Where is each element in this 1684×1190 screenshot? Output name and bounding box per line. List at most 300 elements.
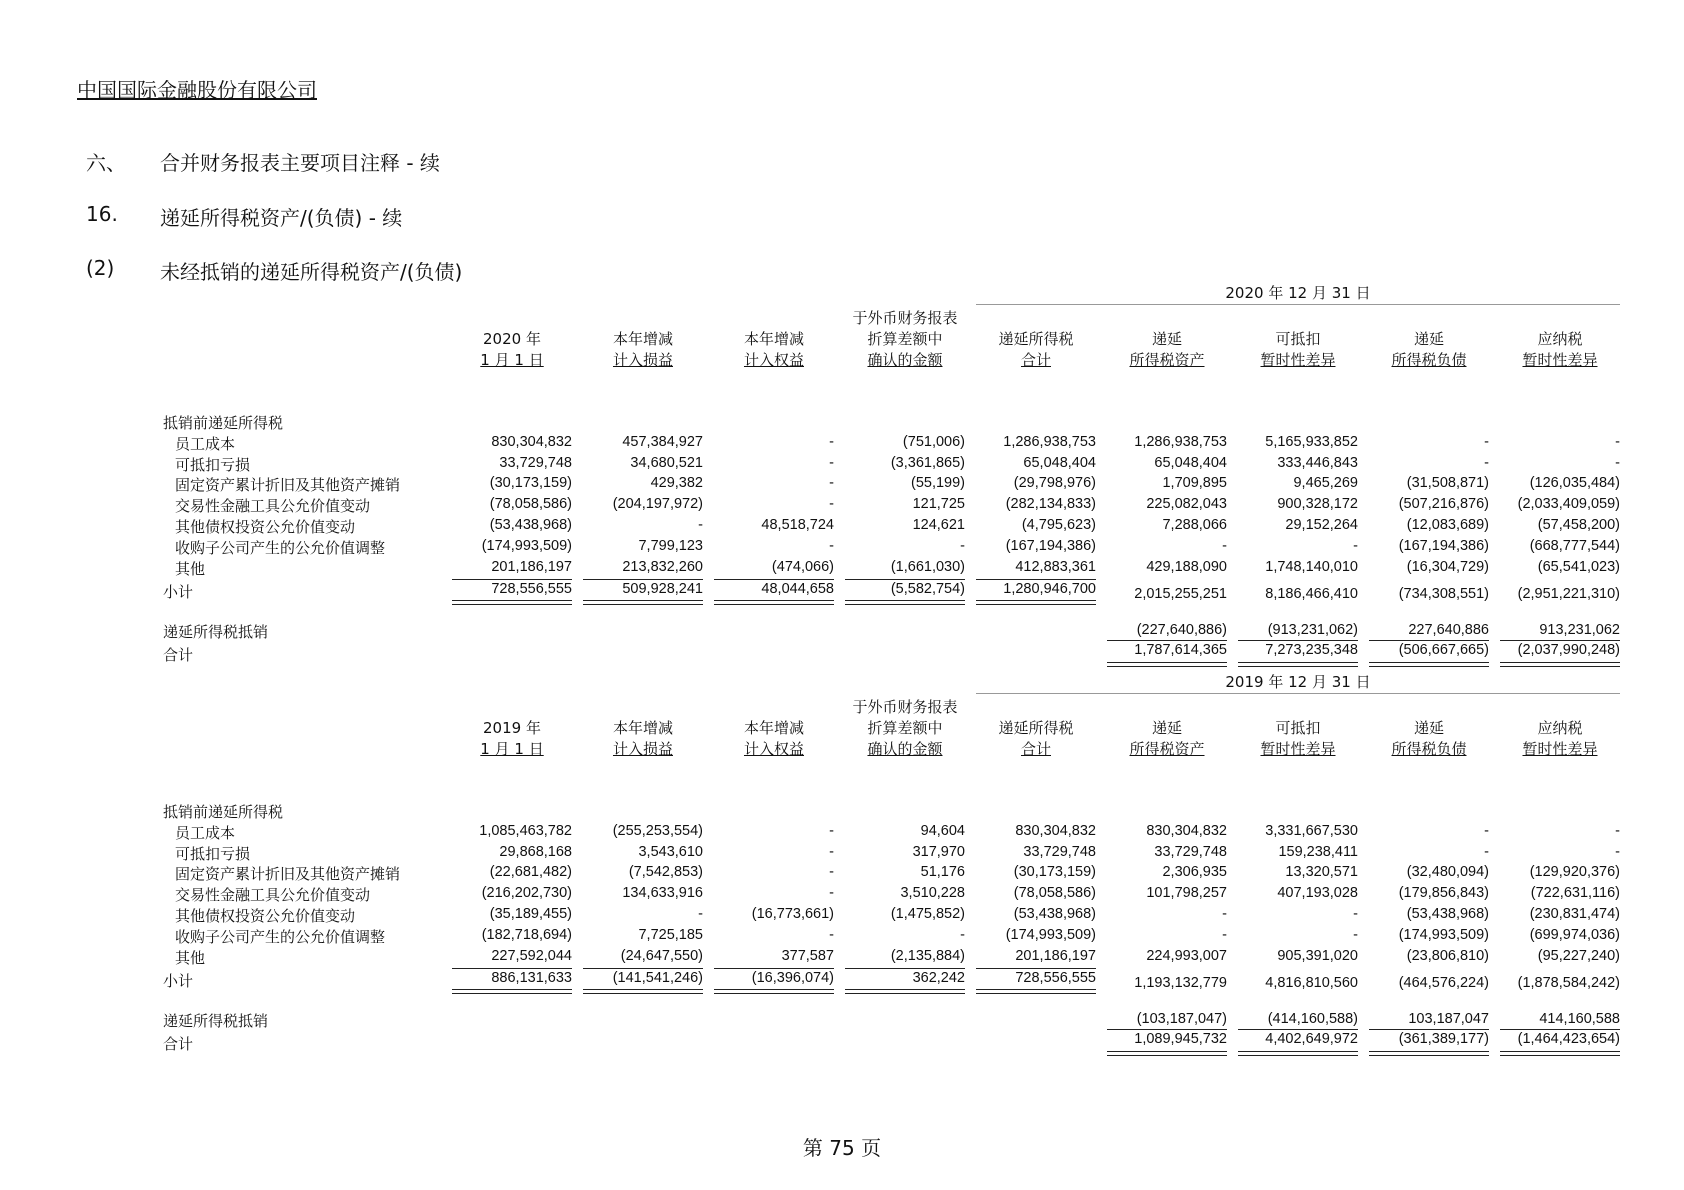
table-cell: 1,748,140,010 (1265, 558, 1358, 575)
table-cell: (1,475,852) (890, 906, 965, 922)
table-cell: 457,384,927 (622, 433, 703, 450)
column-header-line2: 可抵扣 (1275, 719, 1321, 737)
subtotal-double-rule (583, 989, 703, 994)
table-cell: (167,194,386) (1398, 537, 1489, 554)
subtotal-double-rule (976, 989, 1096, 994)
table-cell: 412,883,361 (1015, 558, 1096, 575)
table-cell: 227,592,044 (491, 947, 572, 964)
column-header (583, 308, 703, 371)
table-cell: 7,799,123 (638, 537, 703, 554)
table-cell: 134,633,916 (622, 885, 703, 902)
column-header-line3: 暂时性差异 (1522, 740, 1598, 758)
table-cell: (95,227,240) (1537, 947, 1620, 964)
subtotal-cell: 4,816,810,560 (1265, 975, 1358, 992)
subnote-number: (2) (86, 256, 115, 280)
table-cell: 33,729,748 (1154, 843, 1227, 860)
table-cell: (53,438,968) (1406, 906, 1489, 922)
column-header-line1 (714, 308, 834, 329)
subtotal-rule (583, 579, 703, 580)
table-cell: - (1484, 433, 1489, 450)
column-header-line2: 应纳税 (1537, 719, 1583, 737)
table-cell: (57,458,200) (1537, 517, 1620, 533)
table-cell: 1,085,463,782 (479, 822, 572, 839)
subtotal-cell: (1,878,584,242) (1517, 975, 1620, 992)
table-cell: 317,970 (912, 843, 965, 860)
table-cell: (255,253,554) (612, 822, 703, 839)
total-double-rule (1107, 662, 1227, 667)
column-header-line1 (452, 697, 572, 718)
table-cell: 830,304,832 (491, 433, 572, 450)
column-header-line3: 所得税资产 (1129, 351, 1205, 369)
total-rule (1369, 1029, 1489, 1030)
column-header-line3: 确认的金额 (867, 351, 943, 369)
column-header (452, 697, 572, 760)
table-cell: 121,725 (912, 496, 965, 513)
column-header-line1: 于外币财务报表 (852, 698, 958, 716)
total-rule (1238, 1029, 1358, 1030)
column-header-line3: 所得税资产 (1129, 740, 1205, 758)
subtotal-double-rule (714, 600, 834, 605)
group-header: 2020 年 12 月 31 日 (1225, 284, 1371, 302)
column-header-line3: 计入权益 (743, 351, 804, 369)
column-header (1500, 308, 1620, 371)
column-header-line1 (1107, 697, 1227, 718)
table-cell: (3,361,865) (890, 454, 965, 471)
row-label: 固定资产累计折旧及其他资产摊销 (175, 865, 401, 884)
row-label: 可抵扣亏损 (175, 455, 251, 474)
row-label: 可抵扣亏损 (175, 844, 251, 863)
table-cell: (699,974,036) (1529, 926, 1620, 943)
column-header-line3: 确认的金额 (867, 740, 943, 758)
column-header-line1 (1369, 308, 1489, 329)
total-rule (1500, 1029, 1620, 1030)
column-header-line3: 所得税负债 (1391, 740, 1467, 758)
column-header-line2: 2020 年 (483, 330, 541, 348)
column-header-line2: 递延 (1413, 719, 1444, 737)
table-cell: (30,173,159) (1013, 864, 1096, 881)
total-label: 合计 (163, 1035, 194, 1054)
total-double-rule (1500, 1051, 1620, 1056)
column-header-line2: 折算差额中 (867, 330, 943, 348)
offset-cell: (913,231,062) (1267, 622, 1358, 639)
table-cell: 201,186,197 (491, 558, 572, 575)
table-cell: 159,238,411 (1278, 843, 1358, 860)
table-cell: 94,604 (920, 822, 965, 839)
table-cell: 65,048,404 (1023, 454, 1096, 471)
row-label: 固定资产累计折旧及其他资产摊销 (175, 476, 401, 495)
table-cell: (507,216,876) (1398, 496, 1489, 513)
table-cell: 1,709,895 (1162, 475, 1227, 492)
offset-cell: 103,187,047 (1408, 1011, 1489, 1028)
table-cell: (1,661,030) (890, 558, 965, 575)
row-label: 收购子公司产生的公允价值调整 (175, 538, 386, 557)
column-header-line1 (714, 697, 834, 718)
group-header-rule (976, 304, 1620, 305)
column-header-line1 (1238, 697, 1358, 718)
subtotal-cell: (141,541,246) (612, 970, 703, 987)
table-cell: - (1615, 454, 1620, 471)
subtotal-rule (583, 968, 703, 969)
subtotal-double-rule (714, 989, 834, 994)
table-cell: - (829, 926, 834, 943)
table-cell: 407,193,028 (1277, 885, 1358, 902)
table-cell: (174,993,509) (1398, 926, 1489, 943)
section-number: 六、 (86, 151, 126, 175)
subtotal-cell: 728,556,555 (491, 581, 572, 598)
table-cell: (32,480,094) (1406, 864, 1489, 881)
column-header-line1 (976, 308, 1096, 329)
row-label: 交易性金融工具公允价值变动 (175, 886, 371, 905)
subtotal-rule (452, 968, 572, 969)
table-cell: - (829, 454, 834, 471)
column-header (976, 308, 1096, 371)
table-cell: (722,631,116) (1530, 885, 1620, 902)
table-cell: 224,993,007 (1146, 947, 1227, 964)
table-cell: 1,286,938,753 (1003, 433, 1096, 450)
column-header-line1 (1238, 308, 1358, 329)
page-number: 第 75 页 (802, 1136, 882, 1160)
table-cell: 48,518,724 (761, 517, 834, 533)
table-cell: (31,508,871) (1406, 475, 1489, 492)
table-cell: - (960, 926, 965, 943)
table-cell: - (829, 843, 834, 860)
column-header-line3: 1 月 1 日 (480, 740, 544, 758)
table-cell: - (960, 537, 965, 554)
row-label: 其他 (175, 559, 206, 578)
table-cell: - (1615, 433, 1620, 450)
table-cell: 830,304,832 (1146, 822, 1227, 839)
subtotal-cell: 2,015,255,251 (1134, 586, 1227, 603)
table-cell: 29,868,168 (499, 843, 572, 860)
column-header-line3: 暂时性差异 (1260, 351, 1336, 369)
table-cell: 29,152,264 (1285, 517, 1358, 533)
table-cell: (179,856,843) (1398, 885, 1489, 902)
column-header-line2: 递延 (1151, 719, 1182, 737)
table-cell: 65,048,404 (1154, 454, 1227, 471)
table-cell: (30,173,159) (489, 475, 572, 492)
subtotal-cell: 362,242 (912, 970, 965, 987)
section-title: 合并财务报表主要项目注释 - 续 (160, 151, 440, 175)
table-cell: 33,729,748 (1023, 843, 1096, 860)
subtotal-cell: (2,951,221,310) (1517, 586, 1620, 603)
table-cell: (29,798,976) (1013, 475, 1096, 492)
table-cell: - (829, 475, 834, 492)
column-header-line3: 计入损益 (612, 351, 673, 369)
total-double-rule (1238, 662, 1358, 667)
table-cell: (65,541,023) (1537, 558, 1620, 575)
total-double-rule (1369, 1051, 1489, 1056)
total-double-rule (1369, 662, 1489, 667)
subtotal-cell: 728,556,555 (1015, 970, 1096, 987)
row-label: 其他债权投资公允价值变动 (175, 907, 356, 925)
subtotal-rule (714, 968, 834, 969)
table-cell: (129,920,376) (1529, 864, 1620, 881)
column-header-line3: 计入权益 (743, 740, 804, 758)
note-title: 递延所得税资产/(负债) - 续 (160, 206, 403, 230)
total-cell: (506,667,665) (1398, 642, 1489, 659)
table-cell: - (1353, 906, 1358, 922)
column-header-line2: 递延 (1413, 330, 1444, 348)
table-cell: 13,320,571 (1285, 864, 1358, 881)
table-cell: 905,391,020 (1277, 947, 1358, 964)
table-cell: - (1484, 843, 1489, 860)
table-cell: (174,993,509) (1005, 926, 1096, 943)
table-cell: (474,066) (771, 558, 834, 575)
table-cell: (2,135,884) (890, 947, 965, 964)
offset-cell: 913,231,062 (1539, 622, 1620, 639)
total-double-rule (1500, 662, 1620, 667)
table-cell: (35,189,455) (489, 906, 572, 922)
company-name: 中国国际金融股份有限公司 (77, 78, 317, 102)
subtotal-cell: 48,044,658 (761, 581, 834, 598)
column-header-line2: 折算差额中 (867, 719, 943, 737)
subtotal-label: 小计 (163, 972, 194, 991)
column-header-line3: 合计 (1020, 351, 1051, 369)
table-cell: 429,382 (650, 475, 703, 492)
column-header-line2: 递延所得税 (998, 330, 1074, 348)
column-header-line3: 合计 (1020, 740, 1051, 758)
column-header (1369, 697, 1489, 760)
total-cell: 7,273,235,348 (1265, 642, 1358, 659)
table-cell: 377,587 (781, 947, 834, 964)
subtotal-cell: (5,582,754) (890, 581, 965, 598)
table-cell: 213,832,260 (622, 558, 703, 575)
column-header-line1 (583, 308, 703, 329)
column-header-line2: 2019 年 (483, 719, 541, 737)
subtotal-cell: 8,186,466,410 (1265, 586, 1358, 603)
table-cell: - (1353, 926, 1358, 943)
table-cell: 7,725,185 (638, 926, 703, 943)
subtotal-double-rule (452, 600, 572, 605)
total-cell: 1,787,614,365 (1134, 642, 1227, 659)
column-header (976, 697, 1096, 760)
column-header (1107, 697, 1227, 760)
table-cell: 9,465,269 (1293, 475, 1358, 492)
total-cell: 4,402,649,972 (1265, 1031, 1358, 1048)
table-cell: 2,306,935 (1162, 864, 1227, 881)
total-cell: (2,037,990,248) (1517, 642, 1620, 659)
column-header (452, 308, 572, 371)
subtotal-label: 小计 (163, 583, 194, 602)
table-cell: 34,680,521 (630, 454, 703, 471)
table-cell: (4,795,623) (1021, 517, 1096, 533)
row-label: 交易性金融工具公允价值变动 (175, 497, 371, 516)
table-cell: 5,165,933,852 (1265, 433, 1358, 450)
table-cell: 900,328,172 (1277, 496, 1358, 513)
table-cell: - (1222, 537, 1227, 554)
subtotal-rule (976, 579, 1096, 580)
group-header-rule (976, 693, 1620, 694)
column-header-line2: 可抵扣 (1275, 330, 1321, 348)
subtotal-double-rule (845, 600, 965, 605)
row-label: 员工成本 (175, 823, 236, 842)
table-cell: (22,681,482) (489, 864, 572, 881)
table-cell: (16,304,729) (1406, 558, 1489, 575)
table-cell: (282,134,833) (1005, 496, 1096, 513)
column-header (1369, 308, 1489, 371)
offset-label: 递延所得税抵销 (163, 1012, 269, 1031)
subtotal-cell: 886,131,633 (491, 970, 572, 987)
table-cell: 225,082,043 (1146, 496, 1227, 513)
table-cell: 51,176 (920, 864, 965, 881)
total-cell: (361,389,177) (1398, 1031, 1489, 1048)
column-header-line1: 于外币财务报表 (852, 309, 958, 327)
column-header-line1 (1107, 308, 1227, 329)
table-cell: 3,331,667,530 (1265, 822, 1358, 839)
column-header (1238, 697, 1358, 760)
table-cell: 830,304,832 (1015, 822, 1096, 839)
row-label: 其他 (175, 948, 206, 967)
table-cell: - (1484, 822, 1489, 839)
table-cell: - (829, 433, 834, 450)
table-cell: (751,006) (902, 433, 965, 450)
table-cell: (174,993,509) (481, 537, 572, 554)
offset-cell: 414,160,588 (1539, 1011, 1620, 1028)
column-header-line3: 暂时性差异 (1260, 740, 1336, 758)
total-rule (1107, 640, 1227, 641)
subtotal-rule (714, 579, 834, 580)
table-cell: (216,202,730) (481, 885, 572, 902)
column-header-line1 (1500, 697, 1620, 718)
offset-cell: (103,187,047) (1136, 1011, 1227, 1028)
subtotal-double-rule (583, 600, 703, 605)
subtotal-rule (845, 968, 965, 969)
table-cell: - (1353, 537, 1358, 554)
table-cell: 429,188,090 (1146, 558, 1227, 575)
column-header-line3: 暂时性差异 (1522, 351, 1598, 369)
table-cell: - (829, 864, 834, 881)
total-rule (1238, 640, 1358, 641)
group-header: 2019 年 12 月 31 日 (1225, 673, 1371, 691)
subnote-title: 未经抵销的递延所得税资产/(负债) (160, 260, 463, 284)
table-cell: - (698, 517, 703, 533)
subtotal-double-rule (845, 989, 965, 994)
column-header-line1 (583, 697, 703, 718)
column-header (1107, 308, 1227, 371)
subtotal-cell: (734,308,551) (1398, 586, 1489, 603)
subtotal-cell: 509,928,241 (622, 581, 703, 598)
column-header-line1 (1500, 308, 1620, 329)
column-header-line3: 1 月 1 日 (480, 351, 544, 369)
column-header-line2: 本年增减 (743, 330, 804, 348)
column-header-line1 (452, 308, 572, 329)
total-rule (1369, 640, 1489, 641)
table-cell: (23,806,810) (1406, 947, 1489, 964)
table-cell: - (1222, 926, 1227, 943)
note-number: 16. (86, 202, 118, 226)
total-cell: (1,464,423,654) (1517, 1031, 1620, 1048)
table-cell: - (829, 885, 834, 902)
table-cell: (12,083,689) (1406, 517, 1489, 533)
table-cell: 3,510,228 (900, 885, 965, 902)
column-header-line2: 本年增减 (612, 719, 673, 737)
column-header (583, 697, 703, 760)
table-cell: 3,543,610 (638, 843, 703, 860)
subtotal-rule (452, 579, 572, 580)
table-cell: (53,438,968) (1013, 906, 1096, 922)
row-label: 其他债权投资公允价值变动 (175, 518, 356, 536)
total-rule (1107, 1029, 1227, 1030)
table-cell: 333,446,843 (1277, 454, 1358, 471)
column-header (845, 697, 965, 760)
table-cell: (668,777,544) (1529, 537, 1620, 554)
table-cell: - (1484, 454, 1489, 471)
table-cell: - (829, 822, 834, 839)
table-cell: 201,186,197 (1015, 947, 1096, 964)
column-header (845, 308, 965, 371)
table-cell: (126,035,484) (1529, 475, 1620, 492)
table-cell: (167,194,386) (1005, 537, 1096, 554)
table-cell: - (1615, 843, 1620, 860)
table-cell: - (829, 496, 834, 513)
table-cell: - (1222, 906, 1227, 922)
subtotal-cell: (464,576,224) (1398, 975, 1489, 992)
section-label: 抵销前递延所得税 (163, 414, 284, 432)
column-header-line2: 本年增减 (612, 330, 673, 348)
column-header-line3: 计入损益 (612, 740, 673, 758)
table-cell: - (1615, 822, 1620, 839)
table-cell: 1,286,938,753 (1134, 433, 1227, 450)
column-header-line2: 本年增减 (743, 719, 804, 737)
subtotal-cell: (16,396,074) (751, 970, 834, 987)
subtotal-double-rule (452, 989, 572, 994)
subtotal-rule (845, 579, 965, 580)
subtotal-rule (976, 968, 1096, 969)
column-header (714, 308, 834, 371)
table-cell: (230,831,474) (1529, 906, 1620, 922)
table-cell: (78,058,586) (489, 496, 572, 513)
offset-cell: 227,640,886 (1408, 622, 1489, 639)
column-header-line1 (976, 697, 1096, 718)
table-cell: 33,729,748 (499, 454, 572, 471)
table-cell: (55,199) (910, 475, 965, 492)
column-header (1500, 697, 1620, 760)
table-cell: - (698, 906, 703, 922)
table-cell: (204,197,972) (612, 496, 703, 513)
table-cell: (182,718,694) (481, 926, 572, 943)
row-label: 员工成本 (175, 434, 236, 453)
total-double-rule (1238, 1051, 1358, 1056)
table-cell: 124,621 (912, 517, 965, 533)
table-cell: (24,647,550) (620, 947, 703, 964)
column-header-line2: 应纳税 (1537, 330, 1583, 348)
column-header-line3: 所得税负债 (1391, 351, 1467, 369)
offset-cell: (414,160,588) (1267, 1011, 1358, 1028)
column-header (1238, 308, 1358, 371)
row-label: 收购子公司产生的公允价值调整 (175, 927, 386, 946)
total-label: 合计 (163, 646, 194, 665)
total-rule (1500, 640, 1620, 641)
subtotal-cell: 1,280,946,700 (1003, 581, 1096, 598)
table-cell: (53,438,968) (489, 517, 572, 533)
table-cell: 7,288,066 (1162, 517, 1227, 533)
table-cell: - (829, 537, 834, 554)
table-cell: (2,033,409,059) (1517, 496, 1620, 513)
column-header-line1 (1369, 697, 1489, 718)
table-cell: 101,798,257 (1146, 885, 1227, 902)
column-header (714, 697, 834, 760)
column-header-line2: 递延 (1151, 330, 1182, 348)
section-label: 抵销前递延所得税 (163, 803, 284, 821)
subtotal-cell: 1,193,132,779 (1134, 975, 1227, 992)
table-cell: (78,058,586) (1013, 885, 1096, 902)
total-cell: 1,089,945,732 (1134, 1031, 1227, 1048)
offset-label: 递延所得税抵销 (163, 623, 269, 642)
total-double-rule (1107, 1051, 1227, 1056)
table-cell: (7,542,853) (628, 864, 703, 881)
column-header-line2: 递延所得税 (998, 719, 1074, 737)
subtotal-double-rule (976, 600, 1096, 605)
